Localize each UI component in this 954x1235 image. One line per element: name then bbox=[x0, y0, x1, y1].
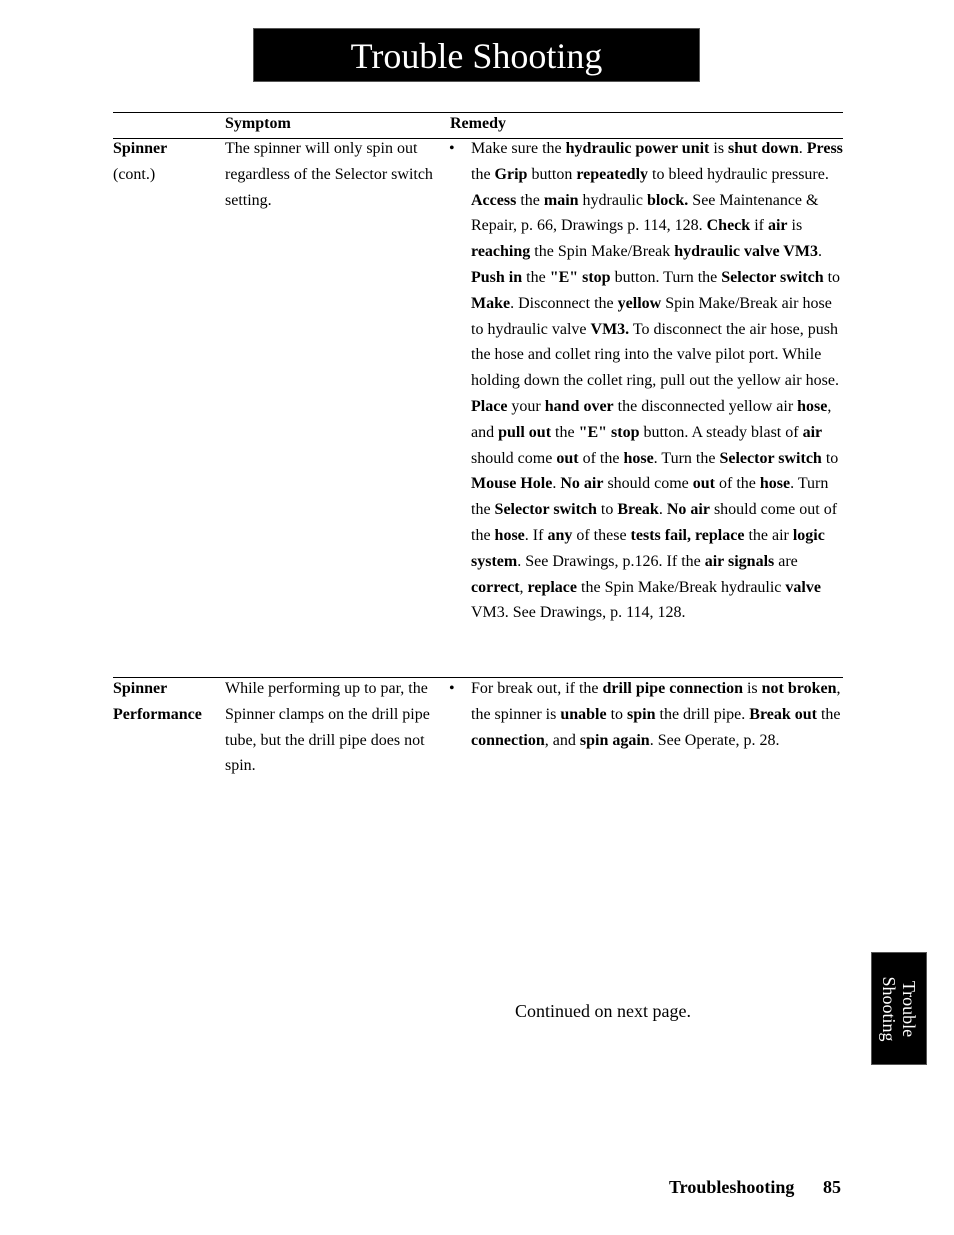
table-top-rule bbox=[113, 112, 843, 113]
remedy-emphasis: No air bbox=[560, 475, 604, 493]
remedy-text: the Spin Make/Break bbox=[530, 243, 675, 261]
category-line-1: Spinner bbox=[113, 140, 168, 157]
remedy-emphasis: pull out bbox=[498, 423, 552, 441]
remedy-text: is bbox=[709, 140, 729, 157]
bullet-marker: • bbox=[449, 140, 455, 157]
remedy-text: VM3. See Drawings, p. 114, 128. bbox=[471, 604, 686, 622]
side-tab-label bbox=[879, 976, 919, 1041]
remedy-emphasis: correct bbox=[471, 578, 520, 596]
table-row-symptom: The spinner will only spin out regardless of the Selector switch setting. bbox=[225, 140, 433, 209]
remedy-text: if bbox=[750, 217, 768, 235]
remedy-emphasis: unable bbox=[560, 705, 607, 723]
remedy-text: . See Drawings, p.126. If the bbox=[517, 552, 705, 570]
category-line-2: (cont.) bbox=[113, 165, 156, 183]
remedy-emphasis: No air bbox=[666, 501, 710, 519]
remedy-emphasis: hose bbox=[759, 475, 791, 493]
remedy-text: the bbox=[471, 165, 495, 183]
remedy-text: . If bbox=[524, 526, 548, 544]
footer-page-number: 85 bbox=[823, 1177, 841, 1197]
remedy-text: the Spin Make/Break hydraulic bbox=[577, 578, 786, 596]
remedy-text: . bbox=[817, 243, 822, 261]
remedy-emphasis: air bbox=[767, 217, 788, 235]
remedy-emphasis: VM3. bbox=[590, 320, 630, 338]
table-row-symptom: While performing up to par, the Spinner clamps on the drill pipe tube, but the drill pipe does not spin. bbox=[225, 680, 430, 775]
remedy-emphasis: air signals bbox=[704, 552, 775, 570]
remedy-emphasis: spin bbox=[627, 705, 656, 723]
remedy-text: should come bbox=[471, 449, 557, 467]
remedy-emphasis: Check bbox=[706, 217, 751, 235]
remedy-text: To disconnect the air hose, push the hose and collet ring into the valve pilot port. While holding down the collet ring, pull out the yellow air hose. bbox=[471, 320, 839, 390]
remedy-emphasis: Press bbox=[806, 140, 843, 157]
remedy-text: . See Operate, p. 28. bbox=[649, 731, 780, 749]
remedy-text: are bbox=[774, 552, 798, 570]
remedy-text: See Maintenance & Repair, p. 66, Drawings p. 114, 128. bbox=[471, 191, 819, 235]
remedy-emphasis: hose bbox=[797, 397, 828, 415]
remedy-text: . bbox=[658, 501, 667, 519]
remedy-text: . Turn the bbox=[471, 475, 829, 519]
remedy-emphasis: tests fail, replace bbox=[630, 526, 745, 544]
section-side-tab bbox=[871, 952, 927, 1065]
remedy-text: , and bbox=[471, 397, 832, 441]
remedy-emphasis: Place bbox=[471, 397, 508, 415]
remedy-text: . Turn the bbox=[653, 449, 720, 467]
remedy-emphasis: spin again bbox=[579, 731, 650, 749]
remedy-emphasis: hose bbox=[623, 449, 654, 467]
remedy-emphasis: Make bbox=[471, 294, 511, 312]
remedy-text: is bbox=[787, 217, 803, 235]
table-row-category bbox=[113, 136, 221, 188]
remedy-text: should come bbox=[603, 475, 693, 493]
remedy-text: the bbox=[516, 191, 544, 209]
remedy-text: the bbox=[816, 705, 841, 723]
remedy-text: button bbox=[527, 165, 577, 183]
remedy-emphasis: hydraulic power unit bbox=[565, 140, 710, 157]
table-row-category bbox=[113, 676, 221, 728]
remedy-emphasis: hand over bbox=[544, 397, 614, 415]
remedy-text: , bbox=[519, 578, 528, 596]
remedy-text: the bbox=[522, 268, 550, 286]
symptom-column-header: Symptom bbox=[225, 115, 291, 132]
remedy-text: hydraulic bbox=[578, 191, 647, 209]
remedy-emphasis: Selector switch bbox=[721, 268, 824, 286]
remedy-text: should come out of the bbox=[471, 501, 838, 544]
remedy-emphasis: hose bbox=[494, 526, 525, 544]
remedy-text: to bbox=[596, 501, 618, 519]
remedy-emphasis: air bbox=[802, 423, 823, 441]
remedy-emphasis: "E" stop bbox=[549, 268, 611, 286]
bullet-marker: • bbox=[449, 680, 455, 697]
remedy-emphasis: reaching bbox=[471, 243, 531, 261]
remedy-emphasis: any bbox=[547, 526, 573, 544]
footer-section-name: Troubleshooting bbox=[669, 1177, 795, 1197]
remedy-emphasis: Selector switch bbox=[494, 501, 597, 519]
remedy-emphasis: connection bbox=[471, 731, 545, 749]
remedy-emphasis: Selector switch bbox=[719, 449, 822, 467]
remedy-emphasis: shut down bbox=[728, 140, 799, 157]
remedy-text: the drill pipe. bbox=[655, 705, 750, 723]
remedy-text: For break out, if the bbox=[471, 680, 603, 697]
remedy-text: to bbox=[606, 705, 628, 723]
remedy-emphasis: Push in bbox=[471, 268, 523, 286]
remedy-emphasis: Break bbox=[617, 501, 659, 519]
remedy-emphasis: drill pipe connection bbox=[602, 680, 743, 697]
remedy-text: of the bbox=[715, 475, 760, 493]
table-row-remedy bbox=[471, 136, 847, 626]
remedy-text: is bbox=[742, 680, 762, 697]
remedy-emphasis: Grip bbox=[494, 165, 528, 183]
remedy-emphasis: replace bbox=[527, 578, 578, 596]
page-title: Trouble Shooting bbox=[253, 28, 700, 82]
category-line-1: Spinner bbox=[113, 680, 168, 697]
remedy-emphasis: main bbox=[543, 191, 579, 209]
remedy-emphasis: hydraulic valve VM3 bbox=[674, 243, 818, 261]
table-row-remedy bbox=[471, 676, 847, 753]
remedy-text: , the spinner is bbox=[471, 680, 841, 723]
remedy-text: button. A steady blast of bbox=[639, 423, 803, 441]
remedy-emphasis: logic system bbox=[471, 526, 825, 570]
remedy-text: , and bbox=[544, 731, 580, 749]
remedy-text: of these bbox=[572, 526, 631, 544]
remedy-text: Make sure the bbox=[471, 140, 566, 157]
remedy-text: the air bbox=[744, 526, 793, 544]
remedy-text: the bbox=[551, 423, 579, 441]
remedy-text: to bleed hydraulic pressure. bbox=[648, 165, 829, 183]
side-tab-line: Trouble bbox=[899, 980, 919, 1037]
remedy-emphasis: Break out bbox=[749, 705, 817, 723]
continued-note: Continued on next page. bbox=[515, 1001, 691, 1021]
remedy-text: your bbox=[507, 397, 545, 415]
remedy-emphasis: not broken bbox=[761, 680, 837, 697]
remedy-text: to bbox=[821, 449, 839, 467]
remedy-emphasis: valve bbox=[785, 578, 821, 596]
remedy-text: Spin Make/Break air hose to hydraulic valve bbox=[471, 294, 832, 338]
remedy-emphasis: Access bbox=[471, 191, 517, 209]
remedy-emphasis: out bbox=[692, 475, 715, 493]
remedy-text: . bbox=[798, 140, 807, 157]
remedy-text: . bbox=[552, 475, 561, 493]
side-tab-line: Shooting bbox=[879, 975, 899, 1042]
remedy-emphasis: out bbox=[556, 449, 579, 467]
remedy-column-header: Remedy bbox=[450, 115, 506, 132]
remedy-text: the disconnected yellow air bbox=[613, 397, 798, 415]
category-line-2: Performance bbox=[113, 705, 202, 723]
remedy-emphasis: yellow bbox=[617, 294, 662, 312]
remedy-text: button. Turn the bbox=[610, 268, 722, 286]
remedy-emphasis: Mouse Hole bbox=[471, 475, 553, 493]
remedy-text: . Disconnect the bbox=[510, 294, 618, 312]
remedy-emphasis: repeatedly bbox=[576, 165, 649, 183]
remedy-text: to bbox=[823, 268, 841, 286]
remedy-emphasis: "E" stop bbox=[578, 423, 640, 441]
remedy-emphasis: block. bbox=[646, 191, 689, 209]
remedy-text: of the bbox=[578, 449, 624, 467]
